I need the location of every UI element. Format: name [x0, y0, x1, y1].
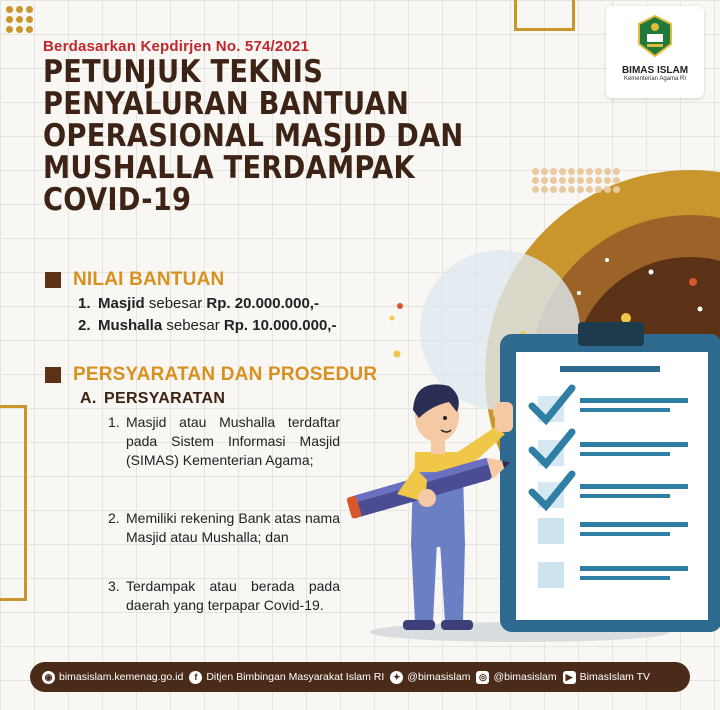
twitter-label: @bimasislam	[407, 671, 471, 683]
twitter-icon: ✦	[390, 671, 403, 684]
facebook-label: Ditjen Bimbingan Masyarakat Islam RI	[206, 671, 385, 683]
youtube-icon: ▶	[563, 671, 576, 684]
facebook-icon: f	[189, 671, 202, 684]
instagram-label: @bimasislam	[493, 671, 557, 683]
list-item	[78, 293, 336, 315]
item-number: 1.	[108, 414, 120, 430]
footer-instagram[interactable]	[476, 671, 556, 684]
section-header	[45, 269, 224, 291]
item-number: 2.	[78, 317, 91, 334]
item-text: Masjid atau Mushalla terdaftar pada Sistem Informasi Masjid (SIMAS) Kementerian Agama;	[126, 414, 340, 468]
item-amount: Rp. 20.000.000,-	[206, 295, 319, 312]
item-text: Terdampak atau berada pada daerah yang terpapar Covid-19.	[126, 578, 340, 613]
social-footer	[30, 662, 690, 692]
item-number: 3.	[108, 578, 120, 594]
kemenag-emblem-icon	[635, 14, 675, 58]
requirement-item	[108, 577, 340, 615]
dot-pattern	[532, 168, 620, 193]
title-line: MUSHALLA TERDAMPAK	[43, 150, 415, 186]
page-title	[43, 56, 483, 216]
man-with-pencil-illustration	[345, 372, 515, 634]
bimas-islam-logo	[606, 6, 704, 98]
title-line: PENYALURAN BANTUAN	[43, 86, 410, 122]
title-line: OPERASIONAL MASJID DAN	[43, 118, 464, 154]
item-amount: Rp. 10.000.000,-	[223, 317, 337, 334]
clipboard-illustration	[500, 322, 720, 634]
dot-pattern	[6, 6, 33, 33]
item-name: Mushalla	[98, 317, 163, 334]
frame-decor	[0, 405, 27, 601]
section-title: PERSYARATAN DAN PROSEDUR	[73, 364, 378, 385]
section-title: NILAI BANTUAN	[73, 269, 225, 290]
title-line: COVID-19	[43, 182, 192, 218]
youtube-label: BimasIslam TV	[579, 671, 651, 683]
item-number: 1.	[78, 295, 91, 312]
frame-decor	[514, 0, 575, 31]
item-connector: sebesar	[144, 295, 207, 312]
website-label: bimasislam.kemenag.go.id	[59, 671, 184, 683]
instagram-icon: ◎	[476, 671, 489, 684]
subsection-title	[80, 390, 225, 408]
item-text: Memiliki rekening Bank atas nama Masjid atau Mushalla; dan	[126, 510, 340, 545]
logo-name: BIMAS ISLAM	[621, 65, 689, 76]
footer-website[interactable]	[42, 671, 183, 684]
requirement-item	[108, 509, 340, 547]
footer-youtube[interactable]	[563, 671, 650, 684]
item-name: Masjid	[98, 295, 145, 312]
list-item	[78, 315, 336, 337]
logo-subtitle: Kementerian Agama RI	[623, 76, 687, 82]
bullet-square	[45, 367, 61, 383]
globe-icon: ◉	[42, 671, 55, 684]
subsection-letter: A.	[80, 390, 97, 407]
decree-reference: Berdasarkan Kepdirjen No. 574/2021	[43, 38, 310, 55]
title-line: PETUNJUK TEKNIS	[43, 54, 324, 90]
footer-facebook[interactable]	[189, 671, 384, 684]
footer-twitter[interactable]	[390, 671, 470, 684]
item-connector: sebesar	[162, 317, 224, 334]
requirement-item	[108, 413, 340, 470]
amount-list	[78, 293, 336, 337]
bullet-square	[45, 272, 61, 288]
section-header	[45, 364, 377, 386]
subsection-label: PERSYARATAN	[104, 390, 226, 407]
item-number: 2.	[108, 510, 120, 526]
